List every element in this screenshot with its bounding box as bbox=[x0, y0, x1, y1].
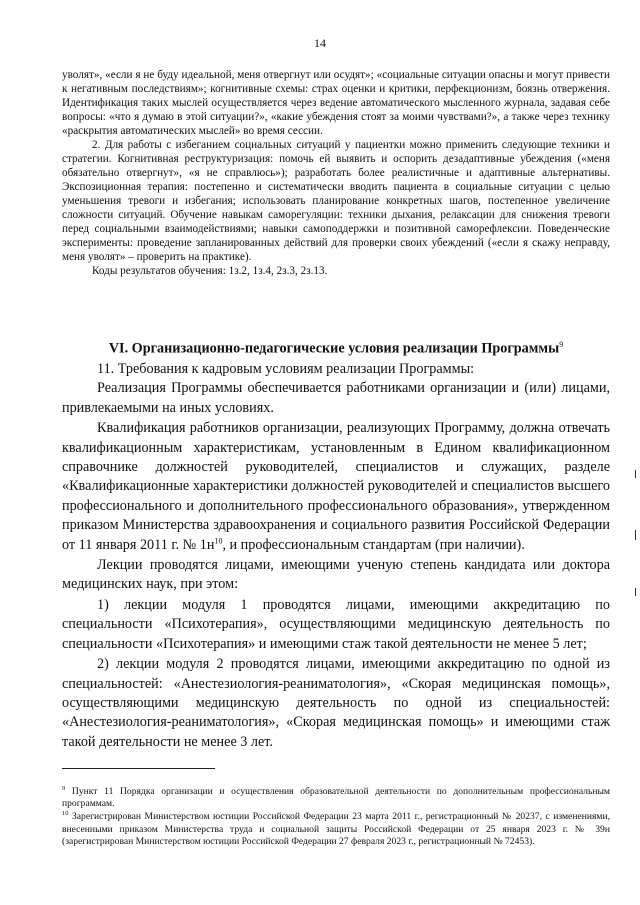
qualification-paragraph bbox=[62, 419, 610, 555]
staff-requirements-item: 11. Требования к кадровым условиям реализации Программы: bbox=[97, 361, 475, 377]
footnote-10-mark: 10 bbox=[62, 810, 69, 818]
module-2-lectures: 2) лекции модуля 2 проводятся лицами, имеющими аккредитацию по одной из специальностей: «Анестезиология-реаниматология», «Скорая медицинская помощь», осуществляющими медицинскую деятельность по одной из специальностей: «Анестезиология-реаниматология», «Скорая медицинская помощь» и имеющими стаж такой деятельности не менее 3 лет. bbox=[62, 656, 610, 750]
qualification-text-end: , и профессиональным стандартам (при наличии). bbox=[222, 536, 525, 553]
footnotes bbox=[62, 786, 610, 849]
footnote-9 bbox=[62, 786, 610, 810]
footnote-10 bbox=[62, 811, 610, 848]
footnote-ref-9: 9 bbox=[559, 340, 564, 349]
answer-paragraph-1: уволят», «если я не буду идеальной, меня отвергнут или осудят»; «социальные ситуации опасны и могут привести к негативным последствиям»; когнитивные схемы: страх оценки и критики, перфекционизм, боязнь отвержения. Идентификация таких мыслей осуществляется через ведение автоматического мысленного журнала, задавая себе вопросы: «что я думаю в этой ситуации?», «какие убеждения стоят за моими чувствами?», а также через технику «раскрытия автоматических мыслей» во время сессии. bbox=[62, 69, 610, 137]
footnote-ref-10: 10 bbox=[214, 535, 223, 545]
page-number: 14 bbox=[314, 36, 326, 50]
scan-edge-mark bbox=[635, 588, 636, 596]
staff-paragraph: Реализация Программы обеспечивается работниками организации и (или) лицами, привлекаемыми на иных условиях. bbox=[62, 380, 610, 416]
scan-edge-mark bbox=[635, 530, 636, 540]
footnote-divider bbox=[62, 768, 215, 769]
section-body bbox=[62, 360, 610, 752]
learning-outcome-codes: Коды результатов обучения: 1з.2, 1з.4, 2з.3, 2з.13. bbox=[92, 265, 328, 277]
answer-paragraph-2: 2. Для работы с избеганием социальных ситуаций у пациентки можно применить следующие техники и стратегии. Когнитивная реструктуризация: помочь ей выявить и оспорить дезадаптивные убеждения («меня обязательно отвергнут», «я не справлюсь»); разработать более реалистичные и адаптивные альтернативы. Экспозиционная терапия: постепенно и систематически вводить пациента в социальные ситуации с целью уменьшения тревоги и избегания; использовать планирование конкретных шагов, постепенное увеличение сложности ситуаций. Обучение навыкам саморегуляции: техники дыхания, релаксации для снижения тревоги перед социальными взаимодействиями; навыки самоподдержки и позитивной саморефлексии. Поведенческие эксперименты: проведение запланированных действий для проверки своих убеждений («если я скажу неправду, меня уволят» – проверить на практике). bbox=[62, 139, 610, 263]
footnote-10-text: Зарегистрирован Министерством юстиции Российской Федерации 23 марта 2011 г., регистрационный № 20237, с изменениями, внесенными приказом Министерства труда и социальной защиты Российской Федерации от 25 января 2023 г. № 39н (зарегистрирован Министерством юстиции Российской Федерации 27 февраля 2023 г., регистрационный № 72453). bbox=[62, 811, 610, 847]
scan-edge-mark bbox=[635, 470, 636, 478]
footnote-9-mark: 9 bbox=[62, 784, 66, 792]
section-heading bbox=[62, 336, 610, 358]
footnote-9-text: Пункт 11 Порядка организации и осуществления образовательной деятельности по дополнительным профессиональным программам. bbox=[62, 786, 610, 810]
section-title: VI. Организационно-педагогические условия реализации Программы bbox=[108, 340, 560, 357]
module-1-lectures: 1) лекции модуля 1 проводятся лицами, имеющими аккредитацию по специальности «Психотерапия», осуществляющими медицинскую деятельность по специальности «Психотерапия» и имеющими стаж такой деятельности не менее 5 лет; bbox=[62, 596, 610, 652]
case-answer-block bbox=[62, 68, 610, 278]
qualification-text: Квалификация работников организации, реализующих Программу, должна отвечать квалификационным характеристикам, установленным в Едином квалификационном справочнике должностей руководителей, специалистов и служащих, разделе «Квалификационные характеристики должностей руководителей и специалистов высшего профессионального и дополнительного профессионального образования», утвержденном приказом Министерства здравоохранения и социального развития Российской Федерации от 11 января 2011 г. № 1н bbox=[62, 420, 610, 553]
lectures-paragraph: Лекции проводятся лицами, имеющими ученую степень кандидата или доктора медицинских наук, при этом: bbox=[62, 557, 610, 593]
